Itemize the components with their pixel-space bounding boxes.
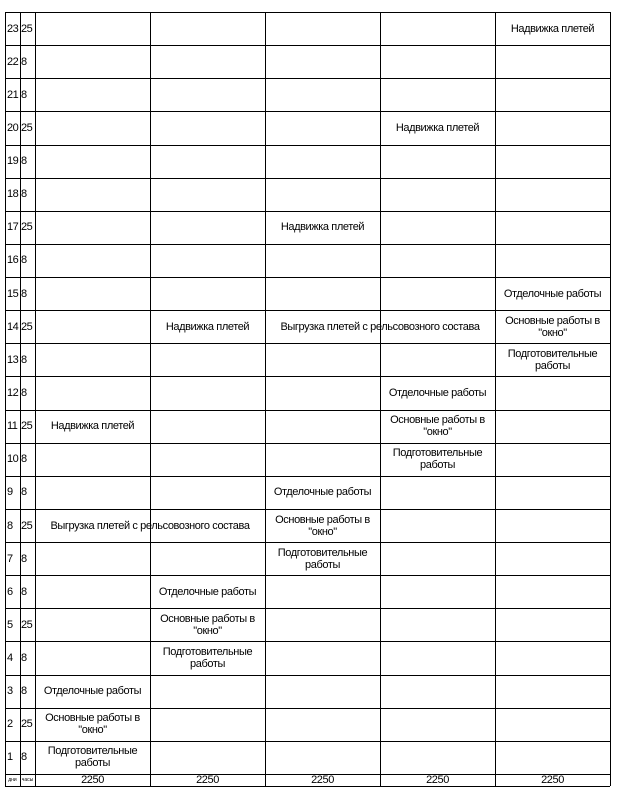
hours-value: 8 xyxy=(21,585,27,598)
work-item: Основные работы в "окно" xyxy=(45,712,140,737)
day-number: 10 xyxy=(7,453,19,466)
day-number: 15 xyxy=(7,287,19,300)
day-number: 9 xyxy=(7,486,13,499)
work-item: Отделочные работы xyxy=(273,486,372,499)
hours-value: 25 xyxy=(21,22,33,35)
row-divider xyxy=(5,443,610,444)
day-number: 7 xyxy=(7,552,13,565)
day-number: 2 xyxy=(7,718,13,731)
work-item: Надвижка плетей xyxy=(165,320,250,333)
work-item: Подготовительные работы xyxy=(392,447,483,472)
work-item: Подготовительные работы xyxy=(507,347,598,372)
work-item: Отделочные работы xyxy=(503,287,602,300)
hours-value: 8 xyxy=(21,386,27,399)
footer-hours-label: часы xyxy=(21,777,34,783)
day-number: 19 xyxy=(7,155,19,168)
day-number: 4 xyxy=(7,652,13,665)
day-number: 13 xyxy=(7,353,19,366)
day-number: 1 xyxy=(7,751,13,764)
day-number: 17 xyxy=(7,221,19,234)
hours-value: 8 xyxy=(21,188,27,201)
row-divider xyxy=(5,78,610,79)
work-item: Надвижка плетей xyxy=(395,121,480,134)
hours-value: 8 xyxy=(21,453,27,466)
work-item: Подготовительные работы xyxy=(47,745,138,770)
row-divider xyxy=(5,111,610,112)
work-item: Отделочные работы xyxy=(388,386,487,399)
day-number: 5 xyxy=(7,618,13,631)
row-divider xyxy=(5,178,610,179)
column-divider xyxy=(610,12,611,786)
hours-value: 8 xyxy=(21,353,27,366)
hours-value: 8 xyxy=(21,155,27,168)
footer-total: 2250 xyxy=(541,774,564,786)
work-item: Основные работы в "окно" xyxy=(275,513,370,538)
hours-value: 8 xyxy=(21,685,27,698)
footer-total: 2250 xyxy=(311,774,334,786)
hours-value: 8 xyxy=(21,652,27,665)
footer-total: 2250 xyxy=(426,774,449,786)
row-divider xyxy=(5,244,610,245)
hours-value: 25 xyxy=(21,121,33,134)
footer-total: 2250 xyxy=(196,774,219,786)
day-number: 12 xyxy=(7,386,19,399)
day-number: 20 xyxy=(7,121,19,134)
day-number: 21 xyxy=(7,88,19,101)
work-item: Основные работы в "окно" xyxy=(390,414,485,439)
work-item: Выгрузка плетей с рельсовозного состава xyxy=(280,320,480,333)
day-number: 22 xyxy=(7,55,19,68)
column-divider xyxy=(495,12,496,786)
hours-value: 25 xyxy=(21,519,33,532)
work-item: Подготовительные работы xyxy=(162,646,253,671)
work-item: Отделочные работы xyxy=(43,685,142,698)
hours-value: 8 xyxy=(21,88,27,101)
hours-value: 25 xyxy=(21,718,33,731)
hours-value: 8 xyxy=(21,486,27,499)
hours-value: 25 xyxy=(21,618,33,631)
hours-value: 8 xyxy=(21,55,27,68)
hours-value: 25 xyxy=(21,221,33,234)
hours-value: 8 xyxy=(21,287,27,300)
work-item: Выгрузка плетей с рельсовозного состава xyxy=(50,519,250,532)
work-item: Основные работы в "окно" xyxy=(160,612,255,637)
day-number: 3 xyxy=(7,685,13,698)
day-number: 18 xyxy=(7,188,19,201)
row-divider xyxy=(5,608,610,609)
work-item: Надвижка плетей xyxy=(510,22,595,35)
hours-value: 25 xyxy=(21,420,33,433)
work-item: Отделочные работы xyxy=(158,585,257,598)
work-item: Подготовительные работы xyxy=(277,546,368,571)
row-divider xyxy=(5,641,610,642)
day-number: 11 xyxy=(7,420,18,433)
hours-value: 8 xyxy=(21,552,27,565)
day-number: 23 xyxy=(7,22,19,35)
hours-value: 8 xyxy=(21,751,27,764)
work-item: Надвижка плетей xyxy=(280,221,365,234)
day-number: 8 xyxy=(7,519,13,532)
footer-total: 2250 xyxy=(81,774,104,786)
row-divider xyxy=(5,45,610,46)
column-divider xyxy=(265,12,266,786)
work-item: Основные работы в "окно" xyxy=(505,314,600,339)
day-number: 6 xyxy=(7,585,13,598)
day-number: 16 xyxy=(7,254,19,267)
day-number: 14 xyxy=(7,320,19,333)
work-item: Надвижка плетей xyxy=(50,420,135,433)
hours-value: 8 xyxy=(21,254,27,267)
row-divider xyxy=(5,145,610,146)
hours-value: 25 xyxy=(21,320,33,333)
footer-days-label: дни xyxy=(8,777,17,783)
column-divider xyxy=(35,12,36,786)
row-divider xyxy=(5,786,610,787)
